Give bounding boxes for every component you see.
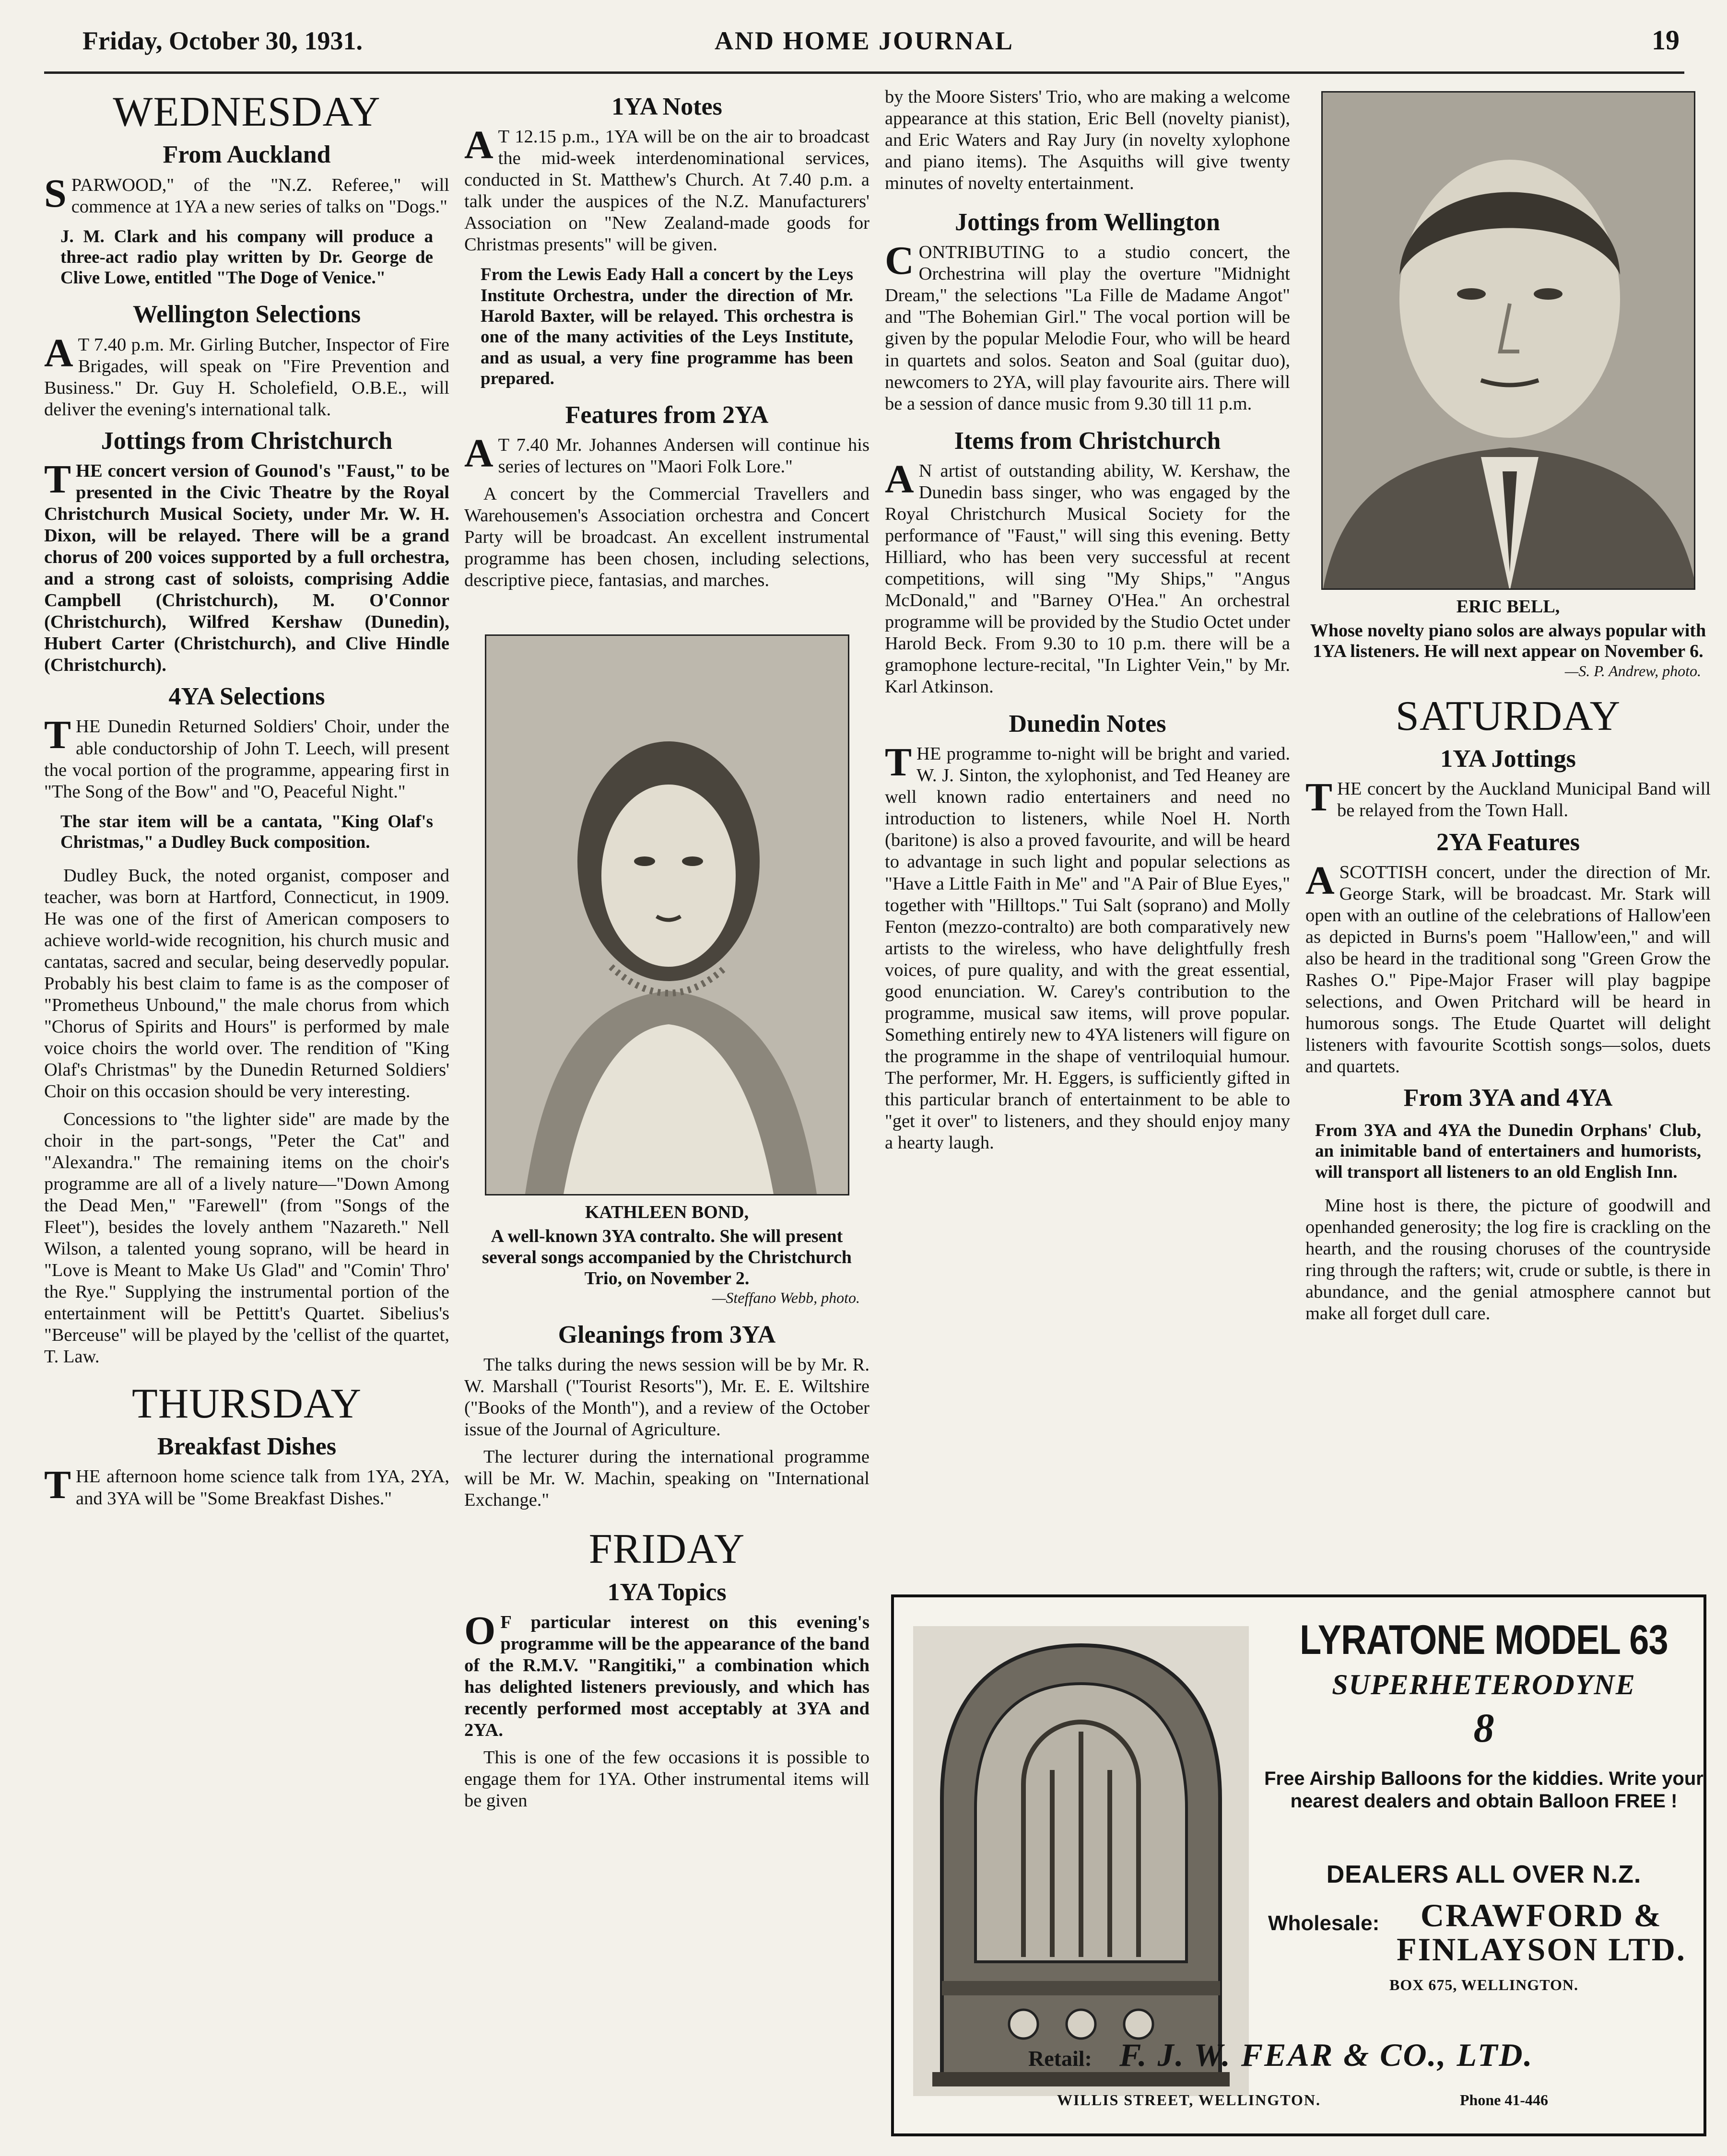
photo-kathleen-bond — [485, 634, 849, 1195]
ad-promotion: Free Airship Balloons for the kiddies. Write your nearest dealers and obtain Balloon FREE ! — [1264, 1768, 1704, 1812]
day-heading-wednesday: WEDNESDAY — [113, 89, 381, 135]
drop-cap: T — [885, 740, 912, 785]
page-number: 19 — [1652, 24, 1680, 56]
portrait-image — [1323, 93, 1695, 590]
ad-dealers: DEALERS ALL OVER N.Z. — [1326, 1861, 1642, 1888]
caption-text: A well-known 3YA contralto. She will present several songs accompanied by the Christchurch Trio, on November 2. — [482, 1226, 852, 1289]
ad-retail-label: Retail: — [1028, 2046, 1092, 2071]
note-king-olafs-christmas: The star item will be a cantata, "King Olaf's Christmas," a Dudley Buck composition. — [60, 811, 433, 852]
portrait-image — [486, 636, 849, 1195]
note-orphans-club: From 3YA and 4YA the Dunedin Orphans' Club, an inimitable band of entertainers and humorists, will transport all listeners to an old English Inn. — [1315, 1121, 1701, 1182]
article-gleanings-lecturer: The lecturer during the international programme will be Mr. W. Machin, speaking on "International Exchange." — [464, 1447, 869, 1511]
note-leys-institute: From the Lewis Eady Hall a concert by the Leys Institute Orchestra, under the direction of Mr. Harold Baxter, will be relayed. This orchestra is one of the many activities of the Leys Institute, and as usual, a very fine programme has been prepared. — [481, 265, 853, 388]
column-2 — [464, 86, 869, 2148]
article-items-christchurch: A N artist of outstanding ability, W. Kershaw, the Dunedin bass singer, who was engaged by the Royal Christchurch Musical Society for the performance of "Faust," will sing this evening. Betty Hilliard, who has been very successful at recent competitions, will sing "My Ships," "Angus McDonald," and "Barney O'Hea." An orchestral programme will be provided by the Studio Octet under Harold Beck. From 9.30 to 10 p.m. there will be a gramophone lecture-recital, "In Lighter Vein," by Mr. Karl Atkinson. — [885, 457, 1290, 697]
heading-features-2ya: Features from 2YA — [565, 401, 769, 429]
day-heading-thursday: THURSDAY — [131, 1380, 362, 1427]
drop-cap: T — [44, 457, 71, 502]
article-mine-host: Mine host is there, the picture of goodwill and openhanded generosity; the log fire is crackling on the hearth, and the rousing choruses of the countryside ring through the rafters; wit, crude or subtle, is there in abundance, and the genial atmosphere cannot but make all forget dull care. — [1305, 1195, 1711, 1324]
drop-cap: C — [885, 238, 914, 283]
header-title: AND HOME JOURNAL — [715, 26, 1014, 55]
ad-phone: Phone 41-446 — [1460, 2091, 1548, 2109]
ad-wholesale-label: Wholesale: — [1268, 1911, 1380, 1935]
article-dudley-buck: Dudley Buck, the noted organist, composer and teacher, was born at Hartford, Connecticut, in 1909. He was one of the first of American composers to achieve world-wide recognition, his church music and cantatas, sacred and secular, being deservedly popular. Probably his best claim to fame is as the composer of "Prometheus Unbound," the male chorus from which "Chorus of Spirits and Hours" is performed by male voice choirs the world over. The rendition of "King Olaf's Christmas" by the Dunedin Returned Soldiers' Choir on this occasion should be very interesting. — [44, 866, 449, 1102]
header-date: Friday, October 30, 1931. — [82, 26, 363, 55]
firm-line-2: FINLAYSON LTD. — [1397, 1931, 1686, 1968]
ad-subtitle: SUPERHETERODYNE — [1332, 1669, 1636, 1700]
article-jottings-wellington: CONTRIBUTING to a studio concert, the Orchestrina will play the overture "Midnight Dream," the selections "La Fille de Madame Angot" and "The Bohemian Girl." The vocal portion will be given by the popular Melodie Four, who will be heard in quartets and solos. Seaton and Soal (guitar duo), newcomers to 2YA, will play favourite airs. There will be a session of dance music from 9.30 till 11 p.m. — [885, 238, 1290, 414]
ad-street-address: WILLIS STREET, WELLINGTON. — [1057, 2091, 1321, 2109]
drop-cap: A — [464, 431, 493, 476]
heading-1ya-notes: 1YA Notes — [611, 93, 722, 120]
article-wellington-selections: A T 7.40 p.m. Mr. Girling Butcher, Inspector of Fire Brigades, will speak on "Fire Prevention and Business." Dr. Guy H. Scholefield, O.B.E., will deliver the evening's international talk. — [44, 330, 449, 420]
ad-box-address: BOX 675, WELLINGTON. — [1389, 1976, 1578, 1993]
caption-eric-bell — [1305, 597, 1711, 680]
drop-cap: A — [1305, 858, 1335, 903]
drop-cap: O — [464, 1608, 496, 1653]
heading-jottings-christchurch: Jottings from Christchurch — [101, 427, 393, 455]
heading-jottings-wellington: Jottings from Wellington — [955, 209, 1220, 236]
caption-name: KATHLEEN BOND, — [585, 1202, 749, 1223]
note-doge-of-venice: J. M. Clark and his company will produce a three-act radio play written by Dr. George de Clive Lowe, entitled "The Doge of Venice." — [60, 226, 433, 288]
firm-line-1: CRAWFORD & — [1420, 1897, 1663, 1933]
column-4 — [1305, 86, 1711, 1587]
photo-credit: —S. P. Andrew, photo. — [1564, 662, 1701, 680]
heading-from-3ya-4ya: From 3YA and 4YA — [1403, 1084, 1613, 1112]
drop-cap: A — [464, 123, 493, 168]
day-heading-saturday: SATURDAY — [1395, 692, 1621, 739]
radio-cabinet-illustration — [913, 1626, 1249, 2096]
article-commercial-travellers: A concert by the Commercial Travellers and Warehousemen's Association orchestra and Concert Party will be broadcast. An excellent instrumental programme has been chosen, including selections, descriptive piece, fantasias, and marches. — [464, 484, 869, 591]
article-2ya-features: A SCOTTISH concert, under the direction of Mr. George Stark, will be broadcast. Mr. Stark will open with an outline of the celebrations of Hallow'een as depicted in Burns's poem "Hallow'een," and will also be heard in the traditional song "Green Grow the Rashes O." Pipe-Major Fraser will play bagpipe selections, and Owen Pritchard will be heard in humorous songs. The Etude Quartet will delight listeners with favourite Scottish songs—solos, duets and quartets. — [1305, 858, 1711, 1077]
article-breakfast-dishes: THE afternoon home science talk from 1YA, 2YA, and 3YA will be "Some Breakfast Dishes." — [44, 1463, 449, 1509]
heading-2ya-features: 2YA Features — [1436, 828, 1580, 856]
ad-model-number: 8 — [1473, 1705, 1494, 1751]
photo-credit: —Steffano Webb, photo. — [712, 1289, 860, 1307]
column-3 — [885, 86, 1290, 1587]
article-jottings-christchurch: THE concert version of Gounod's "Faust," to be presented in the Civic Theatre by the Royal Christchurch Musical Society, under Mr. W. H. Dixon, will be relayed. There will be a grand chorus of 200 voices supported by a full orchestra, and a strong cast of soloists, comprising Addie Campbell (Christchurch), M. O'Connor (Christchurch), Wilfred Kershaw (Dunedin), Hubert Carter (Christchurch), and Clive Hindle (Christchurch). — [44, 457, 449, 676]
heading-wellington-selections: Wellington Selections — [132, 301, 361, 328]
heading-dunedin-notes: Dunedin Notes — [1009, 710, 1166, 738]
heading-gleanings-3ya: Gleanings from 3YA — [558, 1321, 776, 1349]
heading-from-auckland: From Auckland — [163, 141, 331, 169]
drop-cap: A — [44, 330, 73, 375]
drop-cap: A — [885, 457, 914, 502]
article-gleanings-talks: The talks during the news session will be by Mr. R. W. Marshall ("Tourist Resorts"), Mr. E. E. Wiltshire ("Books of the Month"), and a review of the October issue of the Journal of Agriculture. — [464, 1355, 869, 1440]
article-lighter-side: Concessions to "the lighter side" are made by the choir in the part-songs, "Peter the Cat" and "Alexandra." The remaining items on the choir's programme are all of a lively nature—"Down Among the Dead Men," "Farewell" (from "Songs of the Fleet"), besides the lovely anthem "Nazareth." Nell Wilson, a talented young soprano, will be heard in "Love is Meant to Make Us Glad" and "Comin' Thro' the Rye." Supplying the instrumental portion of the entertainment will be Pettitt's Quartet. Sibelius's "Berceuse" will be played by the 'cellist of the quartet, T. Law. — [44, 1109, 449, 1367]
article-moore-sisters-continued: by the Moore Sisters' Trio, who are making a welcome appearance at this station, Eric Bell (novelty pianist), and Eric Waters and Ray Jury (in novelty xylophone and piano items). The Asquiths will give twenty minutes of novelty entertainment. — [885, 87, 1290, 194]
ad-retail-firm: F. J. W. FEAR & CO., LTD. — [1119, 2037, 1534, 2073]
heading-items-christchurch: Items from Christchurch — [954, 427, 1221, 455]
caption-name: ERIC BELL, — [1456, 597, 1560, 617]
caption-text: Whose novelty piano solos are always popular with 1YA listeners. He will next appear on November 6. — [1310, 620, 1706, 662]
column-1 — [44, 86, 449, 2148]
article-rare-occasion: This is one of the few occasions it is possible to engage them for 1YA. Other instrumental items will be given — [464, 1747, 869, 1811]
heading-4ya-selections: 4YA Selections — [168, 683, 325, 711]
article-from-auckland: SPARWOOD," of the "N.Z. Referee," will commence at 1YA a new series of talks on "Dogs." — [44, 171, 449, 217]
article-dunedin-notes: THE programme to-night will be bright and varied. W. J. Sinton, the xylophonist, and Ted Heaney are well known radio entertainers and need no introduction to listeners, while Noel H. North (baritone) is also a proved favourite, and will be heard to advantage in such light and popular selections as "Have a Little Faith in Me" and "A Pair of Blue Eyes," together with "Hilltops." Tui Salt (soprano) and Molly Fenton (mezzo-contralto) are both comparatively new artists to the wireless, who have delightfully fresh voices, of pure quality, and with the great essential, good enunciation. W. Carey's contribution to the programme, musical saw items, will prove popular. Something entirely new to 4YA listeners will figure on the programme in the shape of ventriloquial humour. The performer, Mr. H. Eggers, is sufficiently gifted in this particular branch of entertainment to be able to "get it over" to listeners, and they should enjoy many a hearty laugh. — [885, 740, 1290, 1153]
day-heading-friday: FRIDAY — [588, 1526, 745, 1573]
article-1ya-jottings: THE concert by the Auckland Municipal Band will be relayed from the Town Hall. — [1305, 775, 1711, 821]
heading-1ya-topics: 1YA Topics — [607, 1578, 727, 1606]
lyratone-advertisement — [891, 1594, 1706, 2136]
photo-eric-bell — [1321, 91, 1695, 590]
article-1ya-topics: O F particular interest on this evening's programme will be the appearance of the band of the R.M.V. "Rangitiki," a combination which has delighted listeners previously, and which has recently performed most acceptably at 3YA and 2YA. — [464, 1608, 869, 1741]
article-1ya-notes: A T 12.15 p.m., 1YA will be on the air to broadcast the mid-week interdenominational services, conducted in St. Matthew's Church. At 7.40 p.m. a talk under the auspices of the N.Z. Manufacturers' Association on "New Zealand-made goods for Christmas presents" will be given. — [464, 123, 869, 255]
heading-breakfast-dishes: Breakfast Dishes — [157, 1433, 337, 1461]
drop-cap: S — [44, 171, 67, 216]
article-features-2ya: A T 7.40 Mr. Johannes Andersen will continue his series of lectures on "Maori Folk Lore." — [464, 431, 869, 477]
heading-1ya-jottings: 1YA Jottings — [1440, 745, 1576, 773]
drop-cap: T — [44, 713, 71, 758]
ad-title: LYRATONE MODEL 63 — [1300, 1617, 1668, 1663]
caption-kathleen-bond — [464, 1202, 869, 1307]
drop-cap: T — [1305, 775, 1333, 820]
ad-wholesale-firm — [1378, 1898, 1704, 1967]
drop-cap: T — [44, 1463, 71, 1508]
article-4ya-selections: THE Dunedin Returned Soldiers' Choir, under the able conductorship of John T. Leech, will present the vocal portion of the programme, appearing first in "The Song of the Bow" and "O, Peaceful Night." — [44, 713, 449, 802]
page-header — [44, 21, 1684, 74]
